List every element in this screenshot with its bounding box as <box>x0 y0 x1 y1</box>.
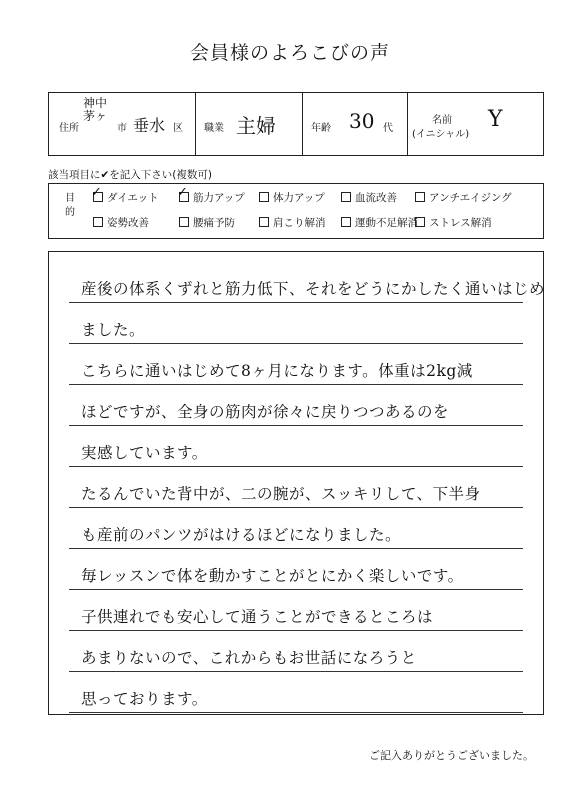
comment-text: 毎レッスンで体を動かすことがとにかく楽しいです。 <box>81 567 464 585</box>
age-value: 30 <box>349 109 375 133</box>
address-value: 神中 茅ヶ <box>83 96 108 123</box>
option-label: 筋力アップ <box>193 192 245 204</box>
comment-line <box>69 301 523 344</box>
comment-line <box>69 342 523 385</box>
name-label: 名前 <box>432 115 452 126</box>
address-cell <box>49 93 196 155</box>
option-checkbox[interactable] <box>415 190 512 205</box>
comment-text: たるんでいた背中が、二の腕が、スッキリして、下半身 <box>81 485 481 503</box>
city-label: 市 <box>117 123 127 134</box>
option-checkbox[interactable] <box>179 215 235 230</box>
job-cell <box>196 93 303 155</box>
checked-box-icon[interactable] <box>179 192 189 202</box>
name-sub-label: (イニシャル) <box>412 129 470 140</box>
purpose-label: 目的 <box>65 193 75 218</box>
comment-line <box>69 670 523 713</box>
option-label: 腰痛予防 <box>193 217 235 229</box>
comment-text: 子供連れでも安心して通うことができるところは <box>81 608 434 626</box>
comment-line <box>69 629 523 672</box>
name-cell <box>408 93 543 155</box>
option-label: 姿勢改善 <box>107 217 149 229</box>
comment-line <box>69 547 523 590</box>
comment-text: ました。 <box>81 321 146 339</box>
checkbox-icon[interactable] <box>179 217 189 227</box>
checkbox-icon[interactable] <box>415 217 425 227</box>
age-unit: 代 <box>383 123 393 134</box>
address-label: 住所 <box>59 123 79 134</box>
thanks-message: ご記入ありがとうございました。 <box>369 749 534 762</box>
option-checkbox[interactable] <box>179 190 245 205</box>
address-city: 垂水 <box>133 116 166 135</box>
option-label: 体力アップ <box>273 192 325 204</box>
option-label: ストレス解消 <box>429 217 492 229</box>
comment-line <box>69 424 523 467</box>
age-label: 年齢 <box>311 123 331 134</box>
comment-text: あまりないので、これからもお世話になろうと <box>81 649 417 667</box>
option-label: 運動不足解消 <box>355 217 418 229</box>
checked-box-icon[interactable] <box>93 192 103 202</box>
option-checkbox[interactable] <box>93 215 149 230</box>
option-checkbox[interactable] <box>93 190 159 205</box>
name-value: Y <box>488 107 503 132</box>
option-checkbox[interactable] <box>415 215 492 230</box>
comment-line <box>69 260 546 303</box>
comment-text: 実感しています。 <box>81 444 208 462</box>
comment-text: 産後の体系くずれと筋力低下、それをどうにかしたく通いはじめ <box>81 280 546 298</box>
checkbox-icon[interactable] <box>259 217 269 227</box>
select-instruction: 該当項目に✔を記入下さい(複数可) <box>48 169 212 181</box>
job-label: 職業 <box>204 123 224 134</box>
option-label: ダイエット <box>107 192 159 204</box>
option-label: アンチエイジング <box>429 192 512 204</box>
comment-line <box>69 465 523 508</box>
comment-text: も産前のパンツがはけるほどになりました。 <box>81 526 402 544</box>
info-table <box>48 92 544 156</box>
checkbox-icon[interactable] <box>93 217 103 227</box>
option-checkbox[interactable] <box>259 190 325 205</box>
checkbox-icon[interactable] <box>341 217 351 227</box>
checkbox-icon[interactable] <box>415 192 425 202</box>
option-checkbox[interactable] <box>341 215 418 230</box>
comment-text: 思っております。 <box>81 690 208 708</box>
option-checkbox[interactable] <box>341 190 397 205</box>
comment-line <box>69 383 523 426</box>
job-value: 主婦 <box>236 114 276 138</box>
comment-line <box>69 588 523 631</box>
option-checkbox[interactable] <box>259 215 326 230</box>
page-title: 会員様のよろこびの声 <box>189 42 390 64</box>
comment-line <box>69 506 523 549</box>
option-label: 血流改善 <box>355 192 397 204</box>
checkbox-icon[interactable] <box>341 192 351 202</box>
comment-text: ほどですが、全身の筋肉が徐々に戻りつつあるのを <box>81 403 450 421</box>
purpose-table <box>48 183 544 239</box>
age-cell <box>303 93 408 155</box>
comment-box <box>48 251 544 715</box>
checkbox-icon[interactable] <box>259 192 269 202</box>
comment-text: こちらに通いはじめて8ヶ月になります。体重は2kg減 <box>81 362 473 380</box>
option-label: 肩こり解消 <box>273 217 326 229</box>
ward-label: 区 <box>173 123 183 134</box>
